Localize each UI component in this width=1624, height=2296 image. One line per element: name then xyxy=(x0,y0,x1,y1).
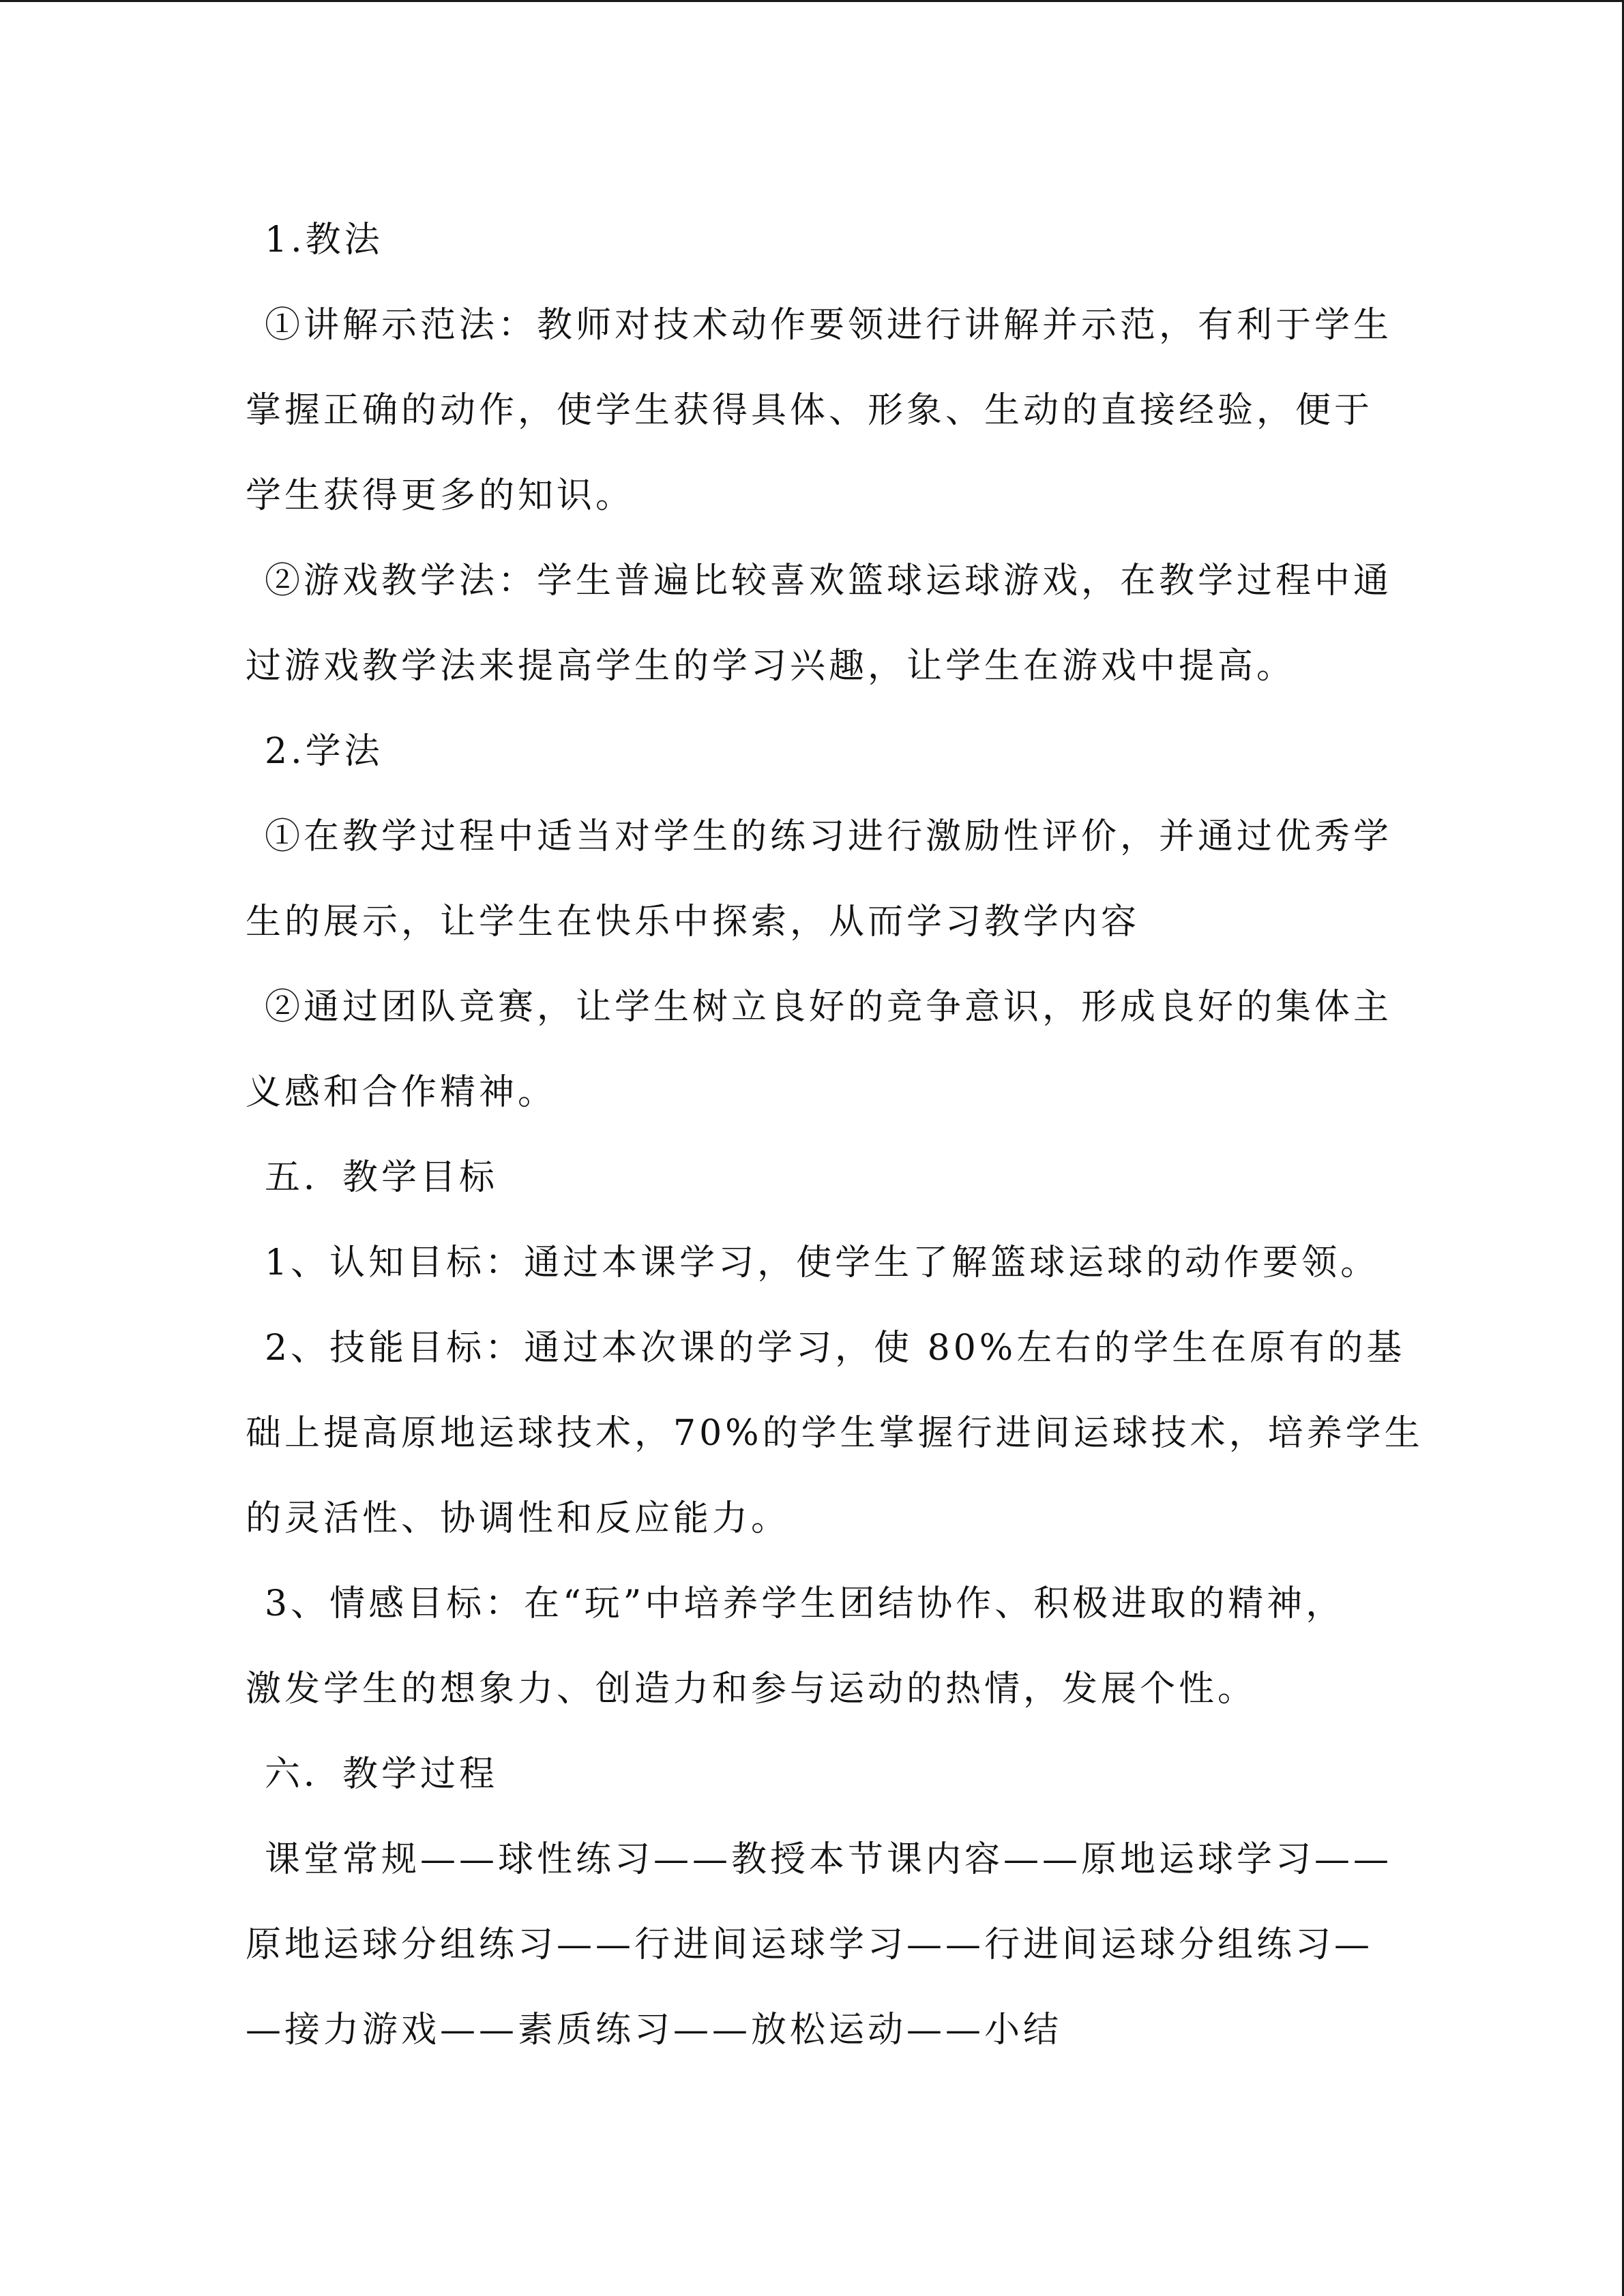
heading-teaching-goals: 五．教学目标 xyxy=(265,1157,499,1198)
paragraph-line: 的灵活性、协调性和反应能力。 xyxy=(246,1498,791,1539)
paragraph-line: ②游戏教学法：学生普遍比较喜欢篮球运球游戏，在教学过程中通 xyxy=(265,561,1393,601)
paragraph-line: 激发学生的想象力、创造力和参与运动的热情，发展个性。 xyxy=(246,1669,1257,1710)
paragraph-line: 课堂常规——球性练习——教授本节课内容——原地运球学习—— xyxy=(265,1839,1393,1880)
heading-teaching-method: 1.教法 xyxy=(265,220,383,260)
paragraph-line: 3、情感目标：在“玩”中培养学生团结协作、积极进取的精神， xyxy=(265,1583,1345,1624)
paragraph-line: 2、技能目标：通过本次课的学习，使 80%左右的学生在原有的基 xyxy=(265,1328,1406,1369)
paragraph-line: 过游戏教学法来提高学生的学习兴趣，让学生在游戏中提高。 xyxy=(246,646,1296,687)
heading-learning-method: 2.学法 xyxy=(265,731,383,772)
page-border-top xyxy=(0,0,1624,2)
heading-teaching-process: 六．教学过程 xyxy=(265,1754,499,1795)
paragraph-line: 掌握正确的动作，使学生获得具体、形象、生动的直接经验，便于 xyxy=(246,390,1374,431)
paragraph-line: 原地运球分组练习——行进间运球学习——行进间运球分组练习— xyxy=(246,1924,1374,1965)
paragraph-line: 生的展示，让学生在快乐中探索，从而学习教学内容 xyxy=(246,901,1140,942)
paragraph-line: ②通过团队竞赛，让学生树立良好的竞争意识，形成良好的集体主 xyxy=(265,987,1393,1028)
paragraph-line: —接力游戏——素质练习——放松运动——小结 xyxy=(246,2010,1063,2051)
paragraph-line: ①在教学过程中适当对学生的练习进行激励性评价，并通过优秀学 xyxy=(265,816,1393,857)
paragraph-line: 学生获得更多的知识。 xyxy=(246,475,635,516)
paragraph-line: 义感和合作精神。 xyxy=(246,1072,557,1113)
paragraph-line: 1、认知目标：通过本课学习，使学生了解篮球运球的动作要领。 xyxy=(265,1242,1380,1283)
paragraph-line: 础上提高原地运球技术，70%的学生掌握行进间运球技术，培养学生 xyxy=(246,1413,1423,1454)
paragraph-line: ①讲解示范法：教师对技术动作要领进行讲解并示范，有利于学生 xyxy=(265,305,1393,346)
